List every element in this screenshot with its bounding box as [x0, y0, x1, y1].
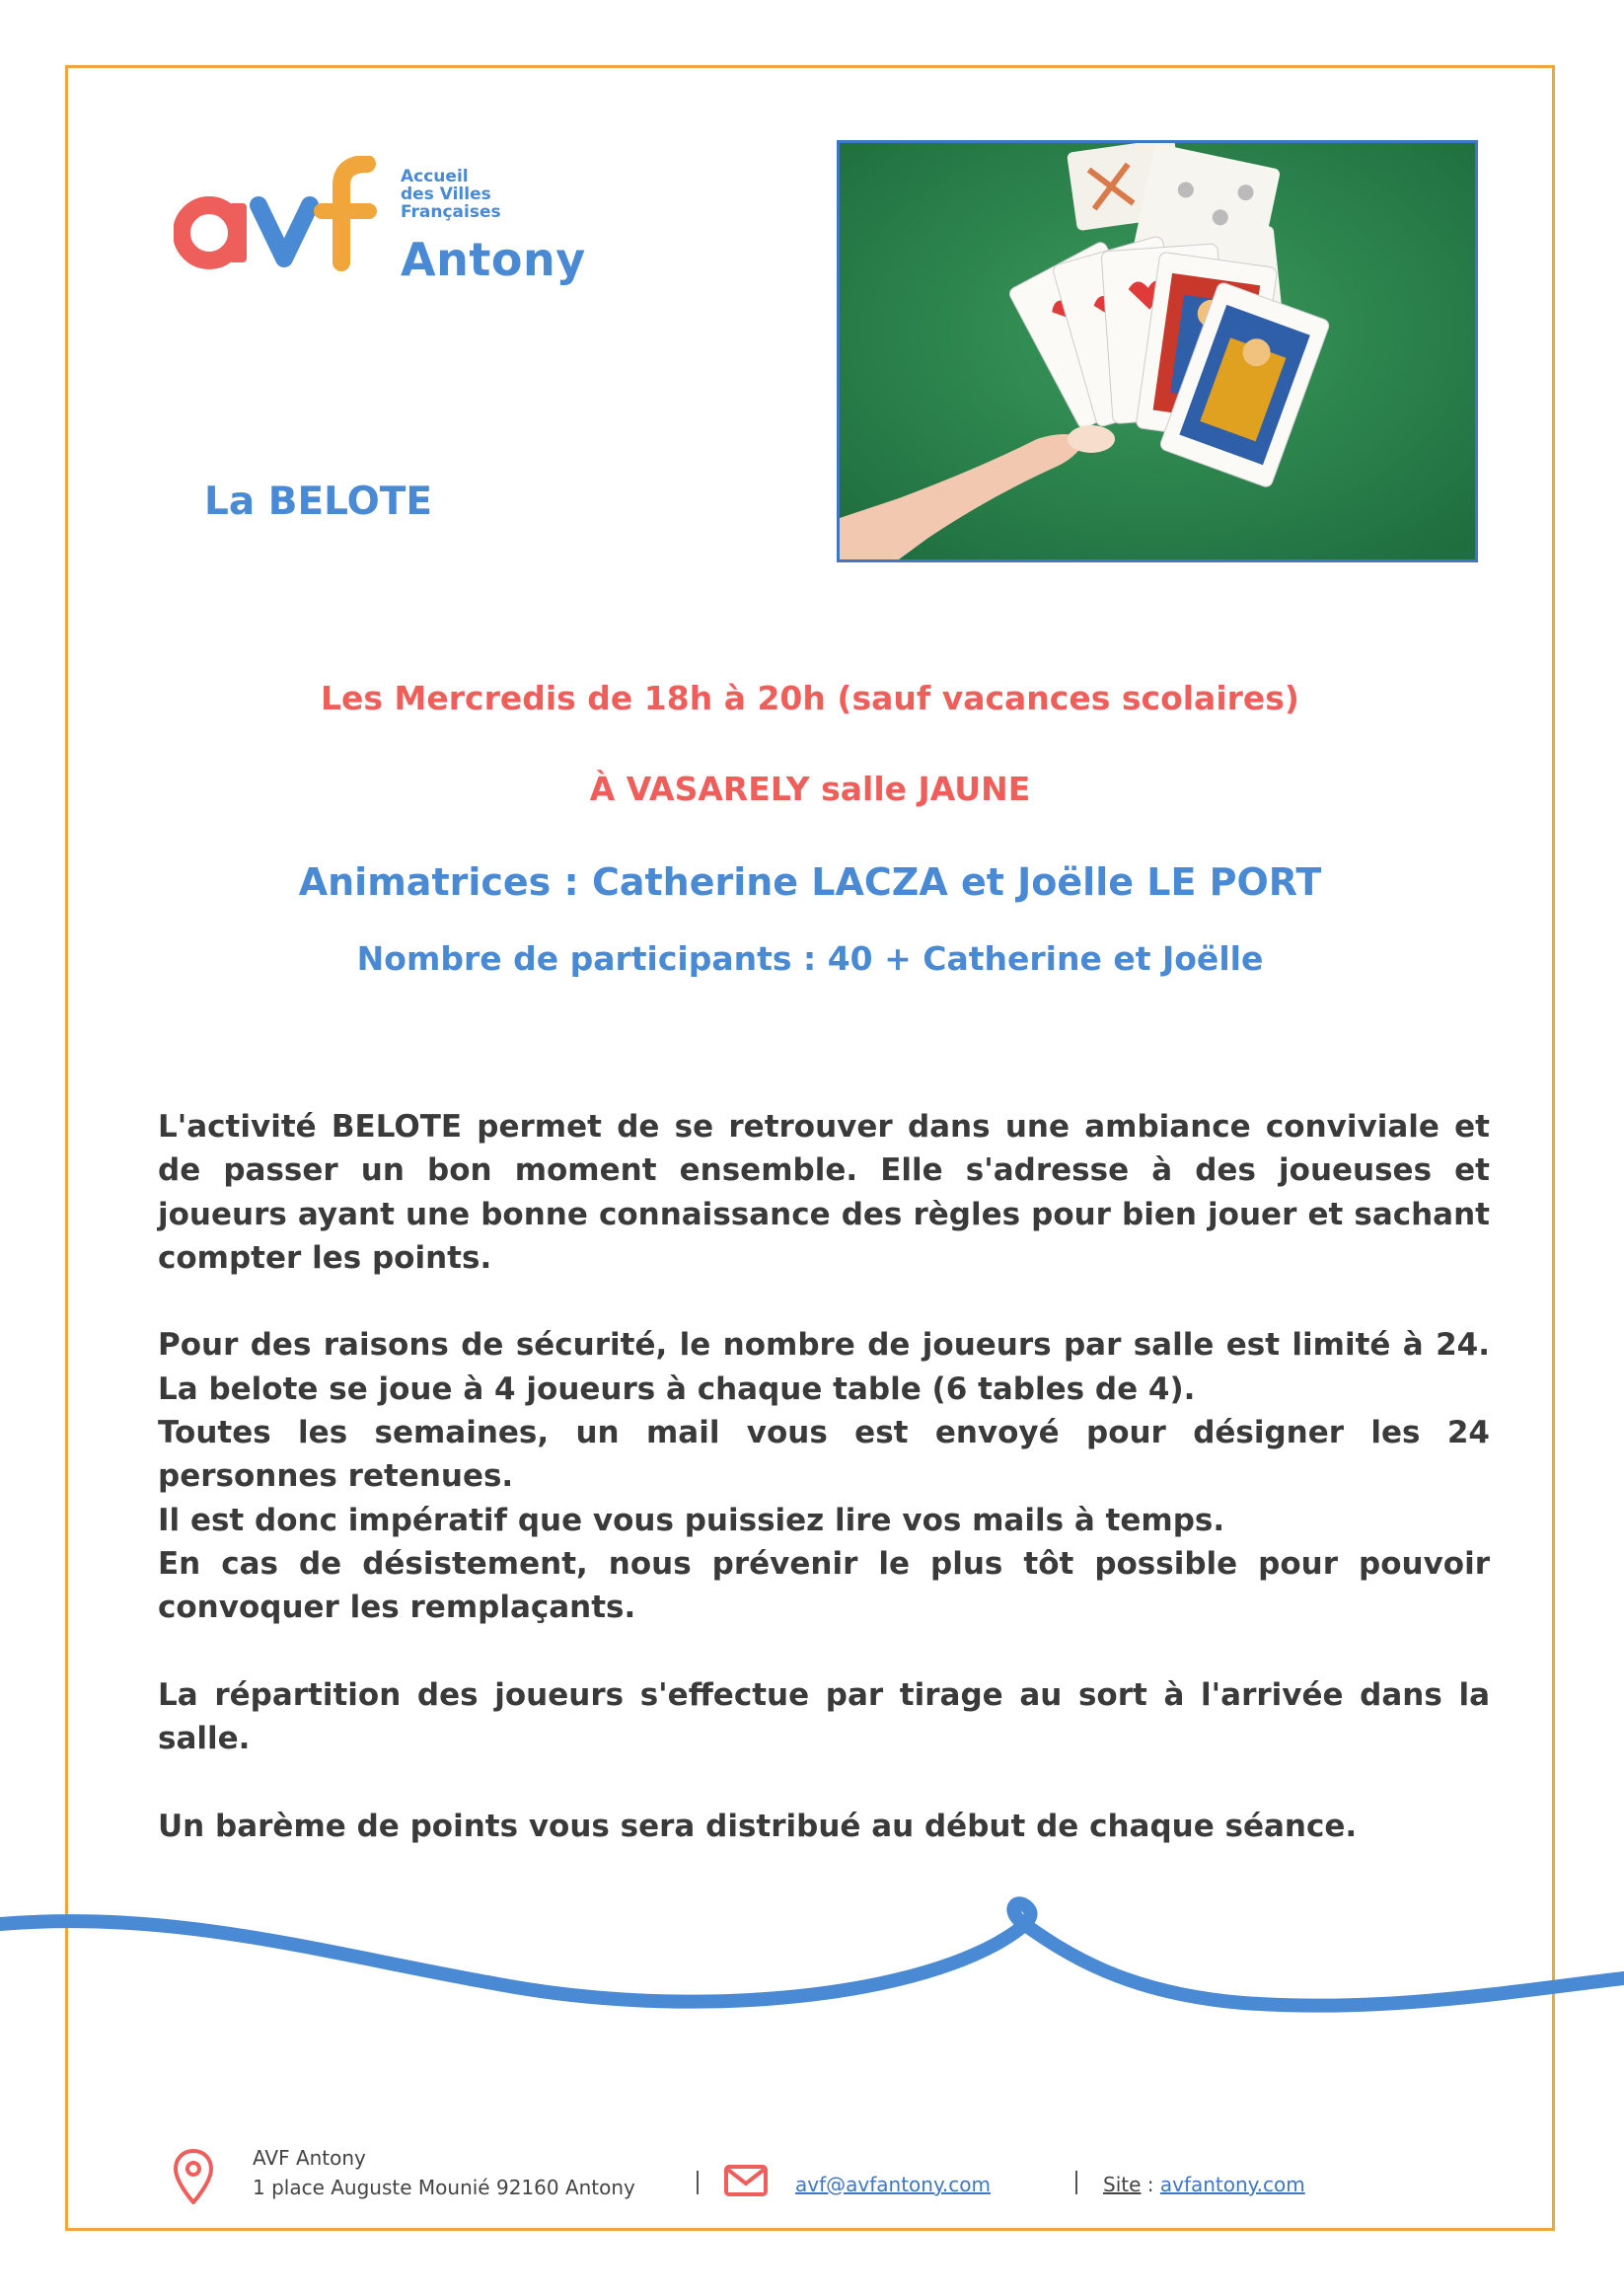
logo-tagline-line: des Villes — [401, 185, 491, 204]
participants-text: Nombre de participants : 40 + Catherine et Joëlle — [356, 939, 1264, 978]
description-paragraph: La répartition des joueurs s'effectue par tirage au sort à l'arrivée dans la salle. — [158, 1676, 1490, 1757]
hosts-text: Animatrices : Catherine LACZA et Joëlle LE PORT — [298, 860, 1322, 904]
activity-title: La BELOTE — [204, 480, 432, 524]
footer-street: 1 place Auguste Mounié 92160 Antony — [253, 2176, 635, 2199]
site-link[interactable]: avfantony.com — [1159, 2173, 1305, 2196]
logo-tagline-line: Françaises — [401, 202, 501, 222]
description-paragraph: Il est donc impératif que vous puissiez lire vos mails à temps. — [158, 1502, 1225, 1538]
description — [158, 1105, 1490, 1891]
footer-address — [253, 2143, 635, 2202]
description-paragraph: En cas de désistement, nous prévenir le plus tôt possible pour pouvoir convoquer les remplaçants. — [158, 1545, 1490, 1626]
email-link[interactable]: avf@avfantony.com — [795, 2173, 992, 2196]
logo-city: Antony — [401, 233, 586, 286]
avf-logo-mark — [174, 156, 401, 284]
logo-tagline-line: Accueil — [401, 167, 469, 186]
location-pin-icon — [174, 2149, 213, 2204]
footer-separator — [697, 2171, 699, 2194]
footer-separator — [1075, 2171, 1077, 2194]
description-paragraph: Pour des raisons de sécurité, le nombre de joueurs par salle est limité à 24. La belote se joue à 4 joueurs à chaque table (6 tables de 4). — [158, 1327, 1490, 1407]
schedule-text: Les Mercredis de 18h à 20h (sauf vacances scolaires) — [320, 679, 1300, 717]
logo-tagline — [401, 168, 501, 221]
description-paragraph: L'activité BELOTE permet de se retrouver dans une ambiance conviviale et de passer un bon moment ensemble. Elle s'adresse à des joueuses et joueurs ayant une bonne connaissance des règles pour bien jouer et sachant compter les points. — [158, 1109, 1490, 1276]
mail-icon — [724, 2165, 768, 2196]
avf-logo — [174, 156, 608, 294]
site-separator: : — [1141, 2173, 1160, 2196]
footer-site — [1103, 2173, 1305, 2196]
footer-org: AVF Antony — [253, 2146, 366, 2170]
playing-cards-photo — [837, 140, 1478, 562]
decorative-wave — [0, 1855, 1624, 2111]
description-paragraph: Toutes les semaines, un mail vous est envoyé pour désigner les 24 personnes retenues. — [158, 1415, 1490, 1495]
site-label: Site — [1103, 2173, 1142, 2196]
playing-cards-illustration — [840, 143, 1475, 559]
location-text: À VASARELY salle JAUNE — [589, 770, 1031, 808]
description-paragraph: Un barème de points vous sera distribué au début de chaque séance. — [158, 1808, 1358, 1844]
